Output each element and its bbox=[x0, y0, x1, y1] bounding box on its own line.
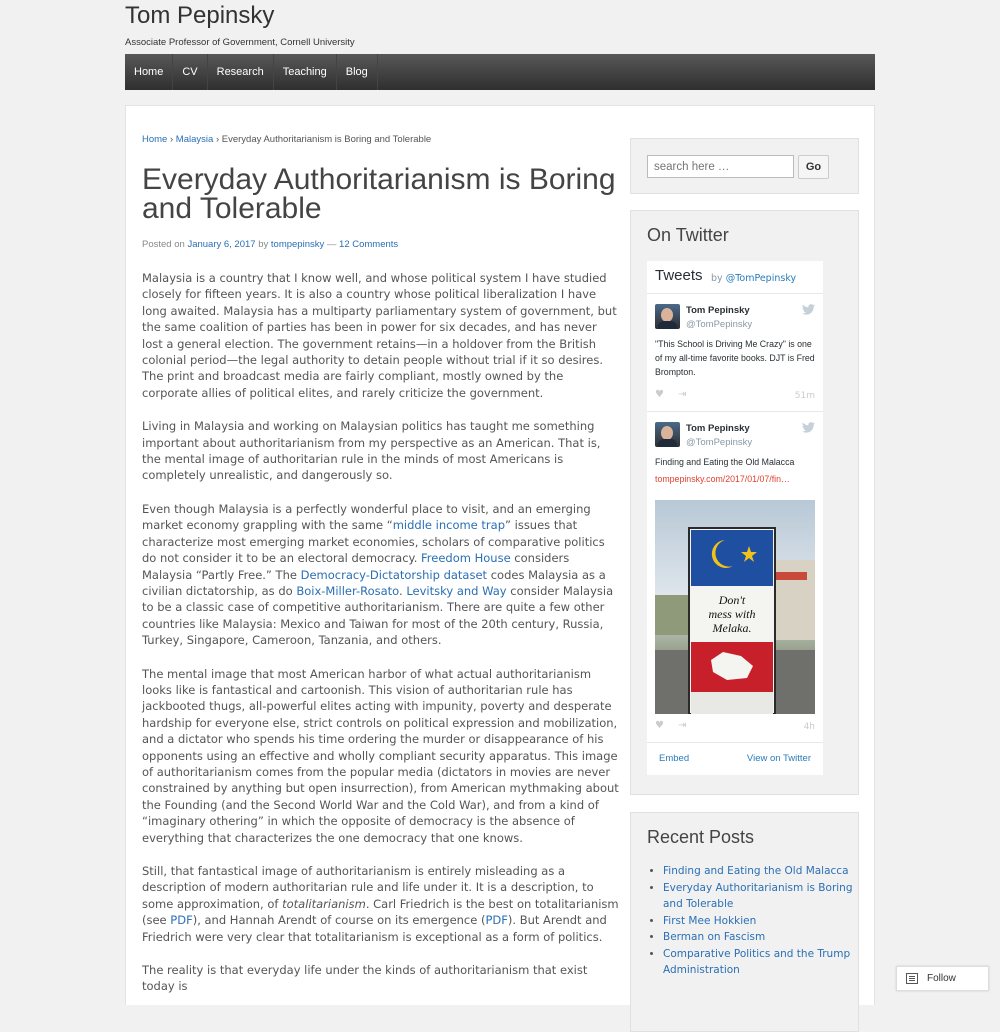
comments-link[interactable]: 12 Comments bbox=[339, 239, 399, 250]
friedrich-pdf-link[interactable]: PDF bbox=[170, 913, 193, 928]
timeline-header bbox=[647, 261, 823, 294]
recent-post-link[interactable]: Comparative Politics and the Trump Administration bbox=[663, 947, 851, 976]
timeline-handle-link[interactable]: @TomPepinsky bbox=[725, 273, 797, 284]
tweet-text: Finding and Eating the Old Malacca bbox=[655, 457, 795, 467]
site-title[interactable]: Tom Pepinsky bbox=[125, 2, 275, 29]
text: considers Malaysia “Partly Free.” The bbox=[142, 551, 570, 582]
recent-posts-list bbox=[647, 863, 863, 979]
breadcrumb-current: Everyday Authoritarianism is Boring and Tolerable bbox=[221, 134, 432, 145]
tweets-heading: Tweets bbox=[655, 267, 703, 284]
list-item bbox=[663, 929, 863, 946]
recent-posts-widget bbox=[630, 812, 859, 1032]
recent-post-link[interactable]: Finding and Eating the Old Malacca bbox=[663, 865, 849, 877]
recent-posts-title: Recent Posts bbox=[647, 827, 755, 847]
search-button[interactable]: Go bbox=[798, 155, 829, 179]
share-icon[interactable]: ⇥ bbox=[677, 389, 687, 400]
post-body bbox=[142, 270, 620, 995]
search-input[interactable] bbox=[647, 155, 794, 178]
paragraph-5 bbox=[142, 863, 620, 945]
nav-item-research[interactable]: Research bbox=[208, 54, 274, 90]
heart-icon[interactable]: ♥ bbox=[655, 389, 664, 400]
nav-item-cv[interactable]: CV bbox=[173, 54, 207, 90]
nav-item-teaching[interactable]: Teaching bbox=[274, 54, 337, 90]
list-item bbox=[663, 913, 863, 930]
breadcrumb-separator: › bbox=[169, 134, 174, 145]
recent-post-link[interactable]: Everyday Authoritarianism is Boring and Tolerable bbox=[663, 881, 853, 910]
post-date-link[interactable]: January 6, 2017 bbox=[187, 239, 256, 250]
site-description: Associate Professor of Government, Cornell University bbox=[125, 37, 355, 48]
view-on-twitter-link[interactable]: View on Twitter bbox=[746, 753, 811, 764]
boix-miller-rosato-link[interactable]: Boix-Miller-Rosato bbox=[296, 583, 400, 598]
meta-dash: — bbox=[326, 239, 337, 250]
text: ). But Arendt and Friedrich were very clear that totalitarianism is exceptional as a form of politics. bbox=[142, 913, 607, 944]
paragraph-3 bbox=[142, 501, 620, 649]
posted-on-label: Posted on bbox=[142, 239, 185, 250]
svg-text:mess with: mess with bbox=[708, 607, 756, 621]
svg-text:Don't: Don't bbox=[718, 593, 746, 607]
timeline-footer bbox=[647, 743, 823, 775]
paragraph-1: Malaysia is a country that I know well, and whose political system I have studied closely for fifteen years. It is also a country whose political liberalization I have long awaited. Malaysia has a multiparty parliamentary system of government, but the same coalition of parties has been in power for six decades, and has never lost a general election. The government retains—in a holdover from the British colonial period—the legal authority to detain people without trial if it so desires. The print and broadcast media are fairly compliant, mostly owned by the corporate allies of political elites, and rarely criticize the government. bbox=[142, 271, 617, 400]
twitter-bird-icon[interactable] bbox=[802, 422, 815, 436]
paragraph-4: The mental image that most American harbor of what actual authoritarianism looks like is fantastical and cartoonish. This vision of authoritarian rule has jackbooted thugs, all-powerful elites acting with impunity, poverty and desperate hardship for everyone else, strict controls on political expression and mobilization, and a dictator who spends his time ordering the murder or disappearance of his opponents using an effective and wholly compliant security apparatus. This image of authoritarianism comes from the popular media (dictators in movies are never constrained by anything but open insurrection), from American mythmaking about the Founding (and the Second World War and the Cold War), and from a kind of “imaginary othering” in which the opposite of democracy is the absence of everything that characterizes the one democracy that one knows. bbox=[142, 666, 619, 845]
middle-income-trap-link[interactable]: middle income trap bbox=[392, 518, 506, 533]
text: ” issues that characterize most emerging market economies, scholars of comparative politics do not consider it to be an electoral democracy. bbox=[142, 518, 605, 566]
tweet-link[interactable]: tompepinsky.com/2017/01/07/fin… bbox=[655, 474, 790, 484]
tweet[interactable] bbox=[647, 294, 823, 412]
levitsky-way-link[interactable]: Levitsky and Way bbox=[406, 583, 507, 598]
nav-item-home[interactable]: Home bbox=[125, 54, 173, 90]
post-title: Everyday Authoritarianism is Boring and Tolerable bbox=[142, 163, 616, 225]
follow-icon bbox=[906, 973, 918, 984]
twitter-widget bbox=[630, 210, 859, 795]
tweet-author-handle[interactable]: @TomPepinsky bbox=[686, 437, 753, 448]
tweet-actions bbox=[655, 389, 700, 400]
text: codes Malaysia as a civilian dictatorship, as do bbox=[142, 567, 606, 598]
svg-text:Melaka.: Melaka. bbox=[712, 621, 752, 635]
text: ), and Hannah Arendt of course on its emergence ( bbox=[192, 913, 486, 928]
post-content bbox=[142, 134, 620, 1012]
recent-post-link[interactable]: Berman on Fascism bbox=[663, 931, 766, 943]
list-item bbox=[663, 880, 863, 913]
emphasis: totalitarianism bbox=[282, 896, 366, 911]
follow-label: Follow bbox=[927, 973, 956, 984]
twitter-widget-title: On Twitter bbox=[647, 225, 729, 245]
heart-icon[interactable]: ♥ bbox=[655, 720, 664, 731]
freedom-house-link[interactable]: Freedom House bbox=[421, 551, 511, 566]
avatar[interactable] bbox=[655, 422, 680, 447]
arendt-pdf-link[interactable]: PDF bbox=[485, 913, 508, 928]
tweet-text: "This School is Driving Me Crazy" is one of my all-time favorite books. DJT is Fred Brompton. bbox=[655, 339, 815, 377]
text: . Carl Friedrich is the best on totalitarianism (see bbox=[142, 896, 619, 928]
nav-item-blog[interactable]: Blog bbox=[337, 54, 378, 90]
twitter-bird-icon[interactable] bbox=[802, 304, 815, 318]
text: . bbox=[399, 583, 407, 598]
recent-post-link[interactable]: First Mee Hokkien bbox=[663, 914, 757, 927]
tweet-author-name[interactable]: Tom Pepinsky bbox=[686, 423, 750, 434]
paragraph-6: The reality is that everyday life under the kinds of authoritarianism that exist today is bbox=[142, 963, 588, 994]
text: Even though Malaysia is a perfectly wonderful place to visit, and an emerging market economy grappling with the same “ bbox=[142, 501, 591, 533]
breadcrumb-home-link[interactable]: Home bbox=[142, 134, 168, 145]
page-container bbox=[125, 105, 875, 1005]
tweet-photo[interactable] bbox=[655, 500, 815, 714]
breadcrumb-category-link[interactable]: Malaysia bbox=[175, 134, 214, 145]
by-word: by bbox=[711, 273, 723, 284]
sidebar bbox=[630, 138, 859, 1032]
follow-button[interactable] bbox=[896, 966, 989, 991]
main-nav bbox=[125, 54, 875, 90]
timeline-by bbox=[711, 273, 796, 284]
democracy-dictatorship-link[interactable]: Democracy-Dictatorship dataset bbox=[300, 567, 488, 582]
tweet-author-name[interactable]: Tom Pepinsky bbox=[686, 305, 750, 316]
tweet-actions bbox=[655, 720, 700, 731]
embed-link[interactable]: Embed bbox=[659, 753, 690, 764]
search-widget bbox=[630, 138, 859, 194]
tweet-time[interactable]: 51m bbox=[794, 391, 815, 401]
tweet-time[interactable]: 4h bbox=[803, 722, 815, 732]
breadcrumb bbox=[142, 134, 620, 145]
text: Still, that fantastical image of authoritarianism is entirely misleading as a description of modern authoritarian rule and life under it. It is a description, to some approximation, of bbox=[142, 864, 594, 911]
tweet-author-handle[interactable]: @TomPepinsky bbox=[686, 319, 753, 330]
text: consider Malaysia to be a classic case of competitive authoritarianism. There are quite a few other countries like Malaysia: Mexico and Taiwan for most of the 20th century, Russia, Turkey, Singapore, Cameroon, Tanzania, and others. bbox=[142, 583, 614, 648]
list-item bbox=[663, 946, 863, 979]
twitter-timeline bbox=[647, 261, 823, 775]
avatar[interactable] bbox=[655, 304, 680, 329]
post-meta bbox=[142, 239, 620, 250]
breadcrumb-separator: › bbox=[215, 134, 220, 145]
list-item bbox=[663, 863, 863, 880]
by-label: by bbox=[258, 239, 269, 250]
tweet[interactable] bbox=[647, 412, 823, 743]
author-link[interactable]: tompepinsky bbox=[270, 239, 325, 250]
share-icon[interactable]: ⇥ bbox=[677, 720, 687, 731]
paragraph-2: Living in Malaysia and working on Malaysian politics has taught me something important about authoritarianism from my perspective as an American. That is, the mental image of authoritarian rule in the minds of most Americans is completely unrealistic, and dangerously so. bbox=[142, 419, 601, 483]
